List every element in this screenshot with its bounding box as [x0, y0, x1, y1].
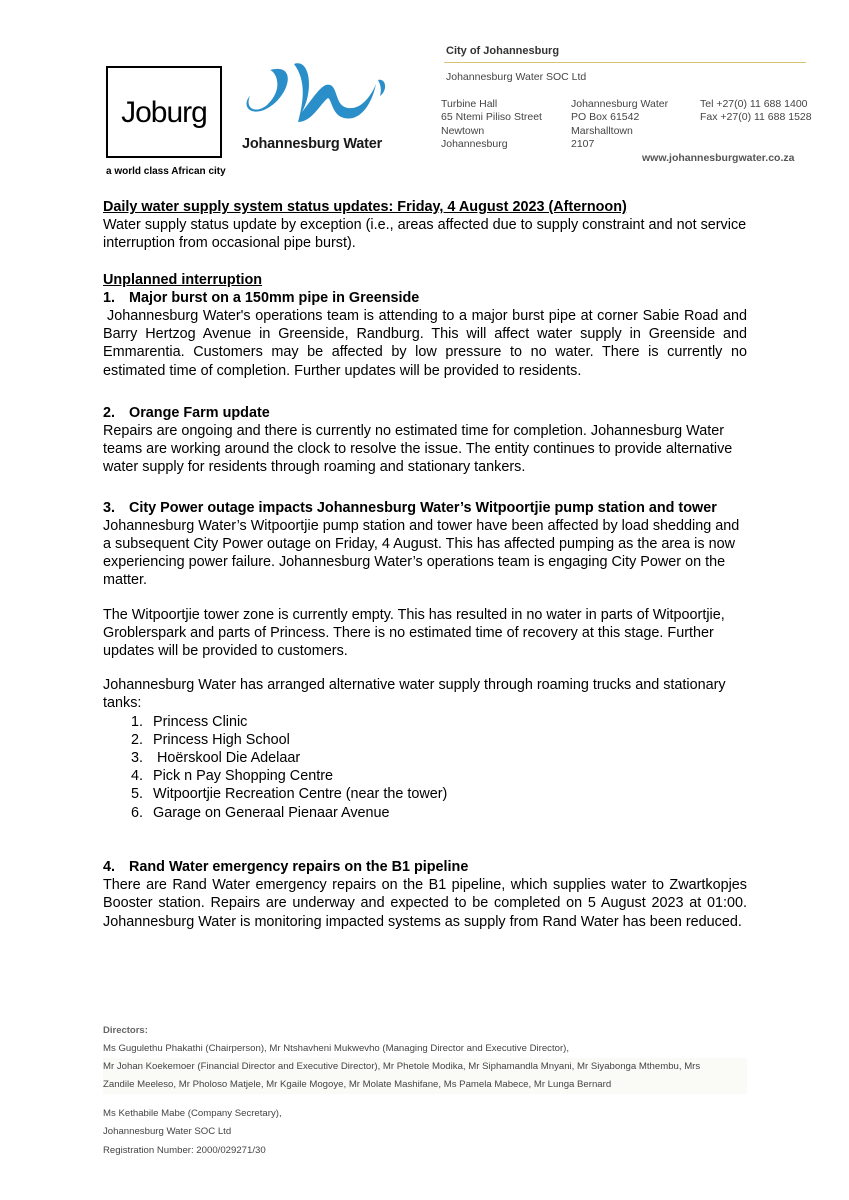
directors-line: Ms Gugulethu Phakathi (Chairperson), Mr Ntshavheni Mukwevho (Managing Director and Executive Director),	[103, 1043, 570, 1054]
list-item: 2. Princess High School	[130, 731, 290, 748]
document-title: Daily water supply system status updates: Friday, 4 August 2023 (Afternoon)	[103, 199, 627, 215]
item-heading	[103, 289, 747, 307]
directors-heading: Directors:	[103, 1025, 148, 1036]
fax: Fax +27(0) 11 688 1528	[700, 111, 812, 124]
header-city: City of Johannesburg	[446, 45, 560, 57]
address-line: Turbine Hall	[441, 98, 498, 110]
header-divider	[444, 62, 806, 63]
item-paragraph: There are Rand Water emergency repairs on the B1 pipeline, which supplies water to Zwartkopjes Booster station. Repairs are underway and expected to be completed on 5 August 2023 at 01:00. Johannesburg Water is monitoring impacted systems as supply from Rand Water has been reduced.	[103, 877, 747, 930]
item-heading	[103, 858, 747, 876]
postal-address	[571, 98, 668, 151]
company-footer	[103, 1105, 282, 1160]
item-title: Major burst on a 150mm pipe in Greenside	[129, 289, 420, 306]
joburg-tagline: a world class African city	[106, 166, 226, 177]
item-title: City Power outage impacts Johannesburg Water’s Witpoortjie pump station and tower	[129, 499, 717, 516]
address-line: 2107	[571, 137, 595, 150]
company-secretary: Ms Kethabile Mabe (Company Secretary),	[103, 1108, 282, 1119]
list-item: 4. Pick n Pay Shopping Centre	[130, 768, 333, 785]
contact-numbers	[700, 98, 812, 125]
item-paragraph: Repairs are ongoing and there is currently no estimated time for completion. Johannesburg Water teams are working around the clock to resolve the issue. The entity continues to provide alternative water supply for residents through roaming and stationary tankers.	[103, 423, 733, 476]
item-number: 1.	[103, 289, 116, 306]
directors-line: Zandile Meeleso, Mr Pholoso Matjele, Mr Kgaile Mogoye, Mr Molate Mashifane, Ms Pamela Mabece, Mr Lunga Bernard	[103, 1076, 747, 1094]
list-item: 6. Garage on Generaal Pienaar Avenue	[130, 804, 390, 821]
list-item: 5. Witpoortjie Recreation Centre (near the tower)	[130, 786, 448, 803]
item-number: 3.	[103, 499, 116, 516]
address-line: PO Box 61542	[571, 111, 640, 124]
item-number: 2.	[103, 404, 116, 421]
website-link[interactable]: www.johannesburgwater.co.za	[642, 152, 795, 164]
telephone: Tel +27(0) 11 688 1400	[700, 98, 808, 110]
item-number: 4.	[103, 858, 116, 875]
jw-logo-text: Johannesburg Water	[242, 136, 383, 152]
section-heading: Unplanned interruption	[103, 271, 263, 288]
item-heading	[103, 499, 747, 517]
joburg-logo	[106, 66, 226, 177]
physical-address	[441, 98, 542, 151]
document-body	[103, 198, 747, 931]
item-paragraph: Johannesburg Water’s Witpoortjie pump station and tower have been affected by load shedding and a subsequent City Power outage on Friday, 4 August. This has affected pumping as the area is now experiencing power failure. Johannesburg Water’s operations team is engaging City Power on the matter.	[103, 517, 740, 589]
joburg-logo-text: Joburg	[121, 96, 207, 129]
directors-line: Mr Johan Koekemoer (Financial Director and Executive Director), Mr Phetole Modika, Mr Siphamandla Mnyani, Mr Siyabonga Mthembu, Mrs	[103, 1058, 747, 1076]
item-paragraph: Johannesburg Water has arranged alternative water supply through roaming trucks and stationary tanks:	[103, 677, 726, 712]
address-line: Johannesburg Water	[571, 98, 669, 110]
item-title: Rand Water emergency repairs on the B1 pipeline	[129, 858, 469, 875]
header-entity: Johannesburg Water SOC Ltd	[446, 71, 587, 83]
johannesburg-water-logo	[240, 60, 392, 160]
item-heading	[103, 404, 747, 422]
company-name: Johannesburg Water SOC Ltd	[103, 1126, 232, 1138]
item-paragraph: The Witpoortjie tower zone is currently empty. This has resulted in no water in parts of Witpoortjie, Groblerspark and parts of Princess. There is no estimated time of recovery at this stage. Further updates will be provided to customers.	[103, 606, 725, 660]
address-line: Newtown	[441, 124, 485, 137]
directors-footer	[103, 1022, 747, 1094]
address-line: 65 Ntemi Piliso Street	[441, 111, 542, 124]
list-item: 3. Hoërskool Die Adelaar	[130, 750, 301, 767]
list-item: 1. Princess Clinic	[130, 713, 248, 730]
registration-number: Registration Number: 2000/029271/30	[103, 1144, 266, 1156]
intro-paragraph: Water supply status update by exception (i.e., areas affected due to supply constraint and not service interruption from occasional pipe burst).	[103, 217, 747, 252]
tank-locations-list	[103, 713, 747, 822]
item-paragraph: Johannesburg Water's operations team is attending to a major burst pipe at corner Sabie Road and Barry Hertzog Avenue in Greenside, Randburg. This will affect water supply in Greenside and Emmarentia. Customers may be affected by low pressure to no water. There is currently no estimated time of completion. Further updates will be provided to residents.	[103, 308, 747, 379]
item-title: Orange Farm update	[129, 404, 270, 421]
address-line: Johannesburg	[441, 137, 508, 150]
jw-wave-icon	[240, 60, 392, 136]
address-line: Marshalltown	[571, 124, 633, 137]
